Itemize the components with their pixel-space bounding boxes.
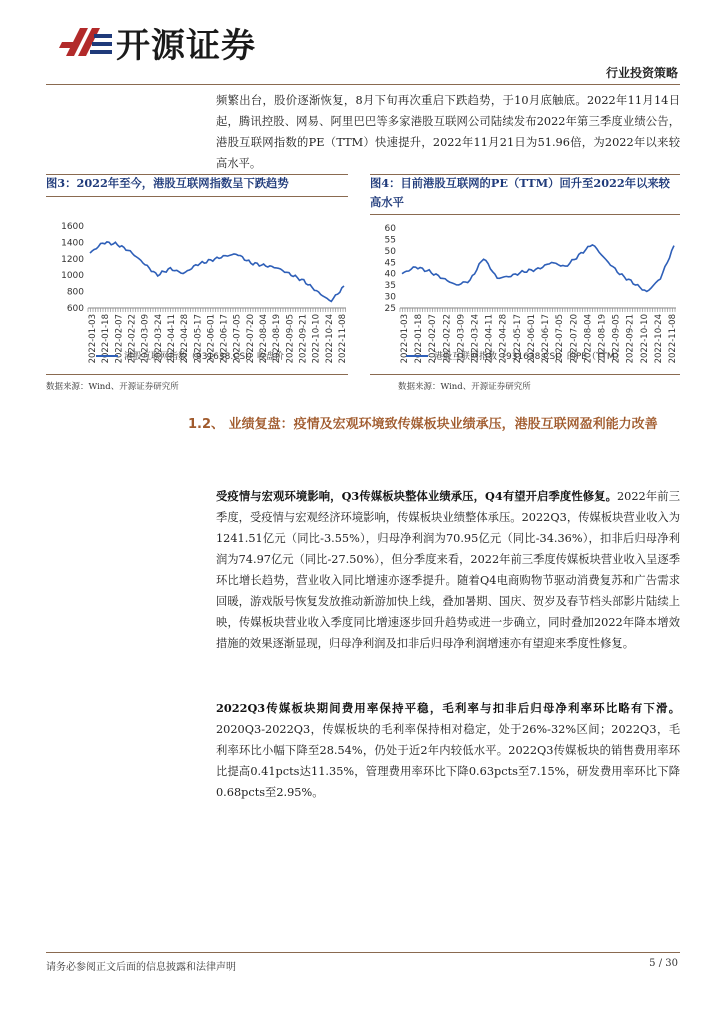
x-tick-label: 2022-07-05 [232, 314, 243, 364]
x-tick-label: 2022-10-24 [653, 314, 664, 364]
x-tick-label: 2022-06-17 [219, 314, 230, 364]
intro-paragraph: 频繁出台，股价逐渐恢复，8月下旬再次重启下跌趋势，于10月底触底。2022年11月14日起，腾讯控股、网易、阿里巴巴等多家港股互联网公司陆续发布2022年第三季度业绩公告，港股互联网指数的PE（TTM）快速提升，2022年11月21日为51.96倍，为2022年以来较高水平。 [216, 94, 680, 170]
brand-name: 开源证券 [116, 26, 256, 66]
paragraph-1-lead: 受疫情与宏观环境影响，Q3传媒板块整体业绩承压，Q4有望开启季度性修复。 [216, 489, 617, 503]
x-tick-label: 2022-09-21 [298, 314, 309, 364]
x-tick-label: 2022-01-18 [101, 314, 112, 364]
x-tick-label: 2022-06-01 [526, 314, 537, 364]
brand-logo-icon [58, 20, 118, 64]
y-tick-label: 45 [384, 258, 396, 269]
series-line [90, 242, 344, 302]
fig3-title-line [46, 196, 348, 197]
paragraph-1 [216, 486, 680, 654]
fig4-source: 数据来源：Wind、开源证券研究所 [398, 382, 531, 392]
x-tick-label: 2022-06-01 [206, 314, 217, 364]
x-tick-label: 2022-08-04 [583, 314, 594, 364]
x-tick-label: 2022-05-17 [512, 314, 523, 364]
x-tick-label: 2022-11-08 [338, 314, 348, 364]
y-tick-label: 1600 [61, 222, 84, 232]
paragraph-1-body: 2022年前三季度，受疫情与宏观经济环境影响，传媒板块业绩整体承压。2022Q3，传媒板块营业收入为1241.51亿元（同比-3.55%），归母净利润为70.95亿元（同比-34.36%），扣非后归母净利润为74.97亿元（同比-27.50%），但分季度来看，2022年前三季度传媒板块营业收入呈逐季环比增长趋势，营业收入同比增速亦逐季提升。随着Q4电商购物节驱动消费复苏和广告需求回暖，游戏版号恢复发放推动新游加快上线，叠加暑期、国庆、贺岁及春节档头部影片陆续上映，传媒板块营业收入季度同比增速逐步回升趋势或进一步确立，同时叠加2022年降本增效措施的效果逐渐显现，归母净利润及扣非后归母净利润增速亦有望迎来季度性修复。 [216, 490, 680, 650]
y-tick-label: 600 [66, 304, 84, 314]
x-tick-label: 2022-08-04 [259, 314, 270, 364]
page-header [0, 0, 724, 90]
x-tick-label: 2022-10-10 [311, 314, 322, 364]
x-tick-label: 2022-09-05 [611, 314, 622, 364]
fig3-bottom-line [46, 374, 348, 375]
paragraph-2 [216, 698, 680, 803]
x-tick-label: 2022-10-24 [324, 314, 335, 364]
paragraph-2-lead: 2022Q3传媒板块期间费用率保持平稳，毛利率与扣非后归母净利率环比略有下滑。 [216, 701, 680, 715]
y-tick-label: 1400 [61, 238, 84, 249]
y-tick-label: 50 [384, 246, 396, 257]
section-heading [188, 414, 680, 436]
fig3-title: 图3：2022年至今，港股互联网指数呈下跌趋势 [46, 176, 289, 190]
x-tick-label: 2022-01-18 [414, 314, 425, 364]
x-tick-label: 2022-01-03 [400, 314, 410, 364]
x-tick-label: 2022-03-09 [456, 314, 467, 364]
report-category: 行业投资策略 [605, 66, 678, 80]
fig4-title-line [370, 214, 680, 215]
legend-label: 港股互联网指数（931638.CSI）的PE（TTM） [434, 352, 624, 362]
y-tick-label: 1200 [61, 254, 84, 265]
x-tick-label: 2022-05-17 [193, 314, 204, 364]
x-tick-label: 2022-01-03 [88, 314, 98, 364]
section-number: 1.2、 [188, 417, 225, 432]
x-tick-label: 2022-11-08 [668, 314, 678, 364]
x-tick-label: 2022-04-11 [166, 314, 177, 364]
x-tick-label: 2022-07-20 [245, 314, 256, 364]
section-title: 业绩复盘：疫情及宏观环境致传媒板块业绩承压，港股互联网盈利能力改善 [228, 417, 658, 432]
series-line [402, 245, 674, 292]
x-tick-label: 2022-07-05 [555, 314, 566, 364]
x-tick-label: 2022-09-21 [625, 314, 636, 364]
paragraph-2-body: 2020Q3-2022Q3，传媒板块的毛利率保持相对稳定，处于26%-32%区间；2022Q3，毛利率环比小幅下降至28.54%，仍处于近2年内较低水平。2022Q3传媒板块的销售费用率环比提高0.41pcts达11.35%，管理费用率环比下降0.63pcts至7.15%，研发费用率环比下降0.68pcts至2.95%。 [216, 723, 680, 799]
y-tick-label: 60 [384, 224, 396, 234]
x-tick-label: 2022-04-28 [498, 314, 509, 364]
fig4-chart [370, 218, 680, 370]
fig3-source: 数据来源：Wind、开源证券研究所 [46, 382, 179, 392]
x-tick-label: 2022-04-11 [484, 314, 495, 364]
y-tick-label: 55 [384, 235, 396, 246]
y-tick-label: 25 [384, 304, 396, 314]
footer-divider [46, 952, 680, 953]
x-tick-label: 2022-08-19 [597, 314, 608, 364]
fig3-chart [46, 206, 348, 370]
x-tick-label: 2022-02-22 [442, 314, 453, 364]
x-tick-label: 2022-09-05 [285, 314, 296, 364]
x-tick-label: 2022-03-24 [470, 314, 481, 364]
x-tick-label: 2022-02-07 [114, 314, 125, 364]
y-tick-label: 30 [384, 292, 396, 303]
x-tick-label: 2022-06-17 [541, 314, 552, 364]
header-divider [46, 84, 680, 85]
x-tick-label: 2022-02-07 [428, 314, 439, 364]
page-number: 5 / 30 [649, 958, 678, 969]
y-tick-label: 800 [66, 287, 84, 298]
x-tick-label: 2022-03-09 [140, 314, 151, 364]
legend-label: 港股互联网指数（931638.CSI）收盘价 [124, 352, 284, 362]
y-tick-label: 35 [384, 281, 396, 292]
x-tick-label: 2022-02-22 [127, 314, 138, 364]
footer-disclaimer: 请务必参阅正文后面的信息披露和法律声明 [46, 962, 236, 973]
fig4-title: 图4：目前港股互联网的PE（TTM）回升至2022年以来较高水平 [370, 176, 670, 209]
y-tick-label: 40 [384, 269, 396, 280]
x-tick-label: 2022-08-19 [272, 314, 283, 364]
x-tick-label: 2022-04-28 [180, 314, 191, 364]
fig4-bottom-line [370, 374, 680, 375]
x-tick-label: 2022-03-24 [153, 314, 164, 364]
y-tick-label: 1000 [61, 271, 84, 282]
x-tick-label: 2022-07-20 [569, 314, 580, 364]
x-tick-label: 2022-10-10 [639, 314, 650, 364]
